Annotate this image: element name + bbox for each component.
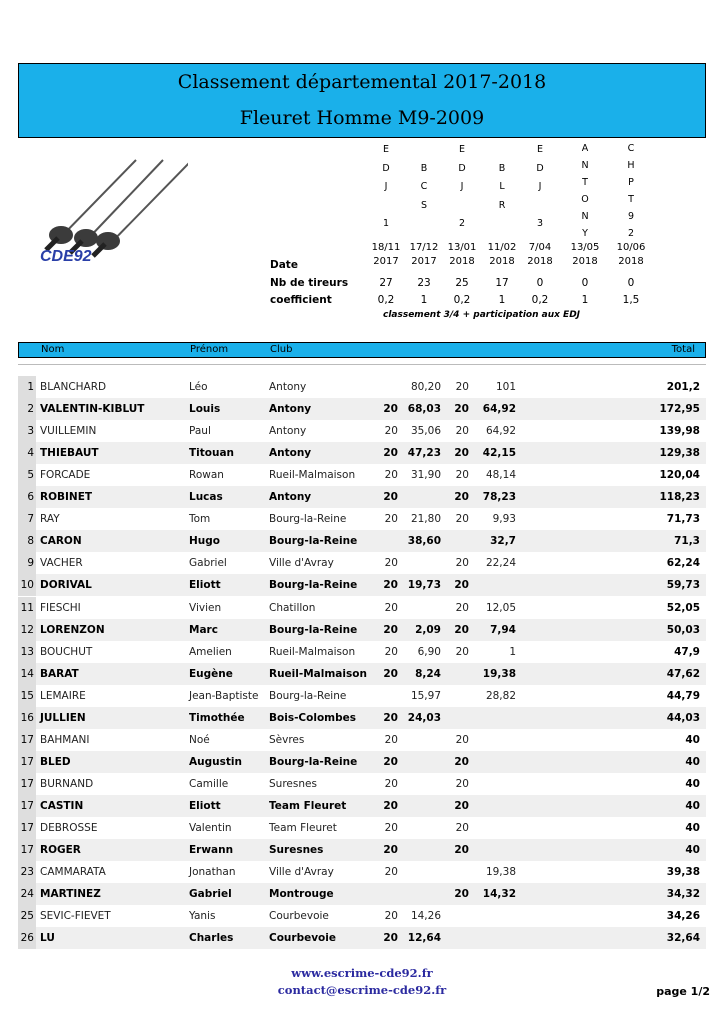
c1-cell: 20: [383, 491, 398, 504]
table-row: [18, 420, 706, 442]
club-cell: Ville d'Avray: [269, 866, 334, 879]
c2-cell: 47,23: [407, 447, 441, 460]
competition-label-7: C H P T 9 2: [627, 143, 635, 239]
club-cell: Rueil-Malmaison: [269, 667, 367, 680]
table-divider: [18, 364, 706, 365]
club-cell: Bourg-la-Reine: [269, 689, 347, 702]
club-cell: Courbevoie: [269, 910, 329, 923]
nom-cell: THIEBAUT: [40, 447, 99, 460]
page-subtitle: Fleuret Homme M9-2009: [239, 107, 485, 129]
c4-cell: 101: [495, 381, 516, 393]
c3-cell: 20: [454, 755, 469, 768]
rank-cell: 3: [18, 420, 36, 442]
tireurs-label: Nb de tireurs: [270, 277, 349, 289]
c4-cell: 64,92: [485, 425, 516, 438]
prenom-cell: Augustin: [189, 755, 242, 768]
c3-cell: 20: [454, 844, 469, 857]
nom-cell: BAHMANI: [40, 733, 90, 746]
table-row: [18, 663, 706, 685]
total-cell: 40: [685, 777, 700, 790]
prenom-cell: Titouan: [189, 447, 235, 460]
total-cell: 47,62: [666, 667, 700, 680]
rank-cell: 17: [18, 795, 36, 817]
c4-cell: 19,38: [485, 866, 516, 879]
club-cell: Chatillon: [269, 601, 316, 614]
competition-date-3: 13/01 2018: [447, 242, 477, 267]
rank-cell: 25: [18, 905, 36, 927]
rank-cell: 17: [18, 839, 36, 861]
competition-date-1: 18/11 2017: [371, 242, 401, 267]
prenom-cell: Tom: [189, 513, 211, 526]
total-cell: 32,64: [666, 932, 700, 945]
prenom-cell: Jonathan: [189, 866, 236, 879]
nom-cell: BOUCHUT: [40, 645, 93, 658]
nom-cell: VUILLEMIN: [40, 425, 97, 438]
rank-cell: 12: [18, 619, 36, 641]
competition-label-3: E D J 2: [458, 144, 466, 229]
ranking-note: classement 3/4 + participation aux EDJ: [383, 310, 581, 320]
total-cell: 47,9: [674, 645, 700, 658]
club-cell: Antony: [269, 491, 312, 504]
c3-cell: 20: [455, 733, 469, 746]
table-row: [18, 773, 706, 795]
rank-cell: 26: [18, 927, 36, 949]
rank-cell: 2: [18, 398, 36, 420]
table-row: [18, 795, 706, 817]
rank-cell: 17: [18, 729, 36, 751]
total-cell: 40: [685, 799, 700, 812]
total-cell: 120,04: [659, 469, 700, 482]
column-header-club: Club: [270, 344, 293, 355]
c4-cell: 19,38: [482, 667, 516, 680]
c4-cell: 12,05: [485, 601, 516, 614]
c4-cell: 32,7: [490, 535, 516, 548]
table-row: [18, 442, 706, 464]
nom-cell: DORIVAL: [40, 579, 92, 592]
c1-cell: 20: [384, 601, 398, 614]
total-cell: 34,32: [666, 888, 700, 901]
coef-value: 0,2: [531, 294, 549, 306]
nom-cell: DEBROSSE: [40, 822, 98, 834]
nom-cell: CAMMARATA: [40, 866, 106, 879]
c2-cell: 38,60: [407, 535, 441, 548]
table-row: [18, 597, 706, 619]
c1-cell: 20: [383, 799, 398, 812]
total-cell: 40: [685, 822, 700, 834]
nom-cell: LEMAIRE: [40, 689, 86, 702]
c3-cell: 20: [454, 403, 469, 416]
c4-cell: 64,92: [482, 403, 516, 416]
table-row: [18, 574, 706, 596]
competition-label-6: A N T O N Y: [581, 143, 589, 239]
total-cell: 34,26: [666, 910, 700, 923]
nom-cell: ROGER: [40, 844, 81, 857]
c4-cell: 1: [509, 645, 516, 658]
c1-cell: 20: [384, 866, 398, 879]
table-row: [18, 685, 706, 707]
prenom-cell: Timothée: [189, 711, 245, 724]
c4-cell: 28,82: [485, 689, 516, 702]
total-cell: 139,98: [659, 425, 700, 438]
table-row: [18, 729, 706, 751]
prenom-cell: Jean-Baptiste: [189, 689, 259, 702]
date-label: Date: [270, 259, 298, 271]
c3-cell: 20: [455, 601, 469, 614]
prenom-cell: Camille: [189, 777, 229, 790]
prenom-cell: Gabriel: [189, 557, 227, 570]
prenom-cell: Eugène: [189, 667, 233, 680]
coef-value: 1: [420, 294, 428, 306]
club-cell: Antony: [269, 425, 307, 438]
c3-cell: 20: [455, 557, 469, 570]
nom-cell: VALENTIN-KIBLUT: [40, 403, 145, 416]
rank-cell: 7: [18, 508, 36, 530]
prenom-cell: Eliott: [189, 579, 221, 592]
c2-cell: 12,64: [407, 932, 441, 945]
nom-cell: BLED: [40, 755, 71, 768]
club-cell: Ville d'Avray: [269, 557, 334, 570]
c4-cell: 9,93: [492, 513, 516, 526]
rank-cell: 14: [18, 663, 36, 685]
club-cell: Team Fleuret: [269, 799, 347, 812]
table-row: [18, 707, 706, 729]
c1-cell: 20: [383, 447, 398, 460]
c1-cell: 20: [384, 822, 398, 834]
c1-cell: 20: [384, 910, 398, 923]
nom-cell: RAY: [40, 513, 60, 526]
c3-cell: 20: [454, 799, 469, 812]
competition-date-2: 17/12 2017: [409, 242, 439, 267]
coef-value: 1,5: [622, 294, 640, 306]
competition-label-1: E D J 1: [382, 144, 390, 229]
nom-cell: CASTIN: [40, 799, 84, 812]
rank-cell: 17: [18, 773, 36, 795]
total-cell: 44,79: [666, 689, 700, 702]
c3-cell: 20: [455, 381, 469, 393]
table-row: [18, 817, 706, 839]
club-cell: Rueil-Malmaison: [269, 645, 356, 658]
c1-cell: 20: [383, 579, 398, 592]
c1-cell: 20: [384, 733, 398, 746]
nom-cell: LU: [40, 932, 55, 945]
c1-cell: 20: [383, 667, 398, 680]
title-banner: [18, 63, 706, 138]
table-row: [18, 751, 706, 773]
club-cell: Bourg-la-Reine: [269, 513, 347, 526]
c4-cell: 22,24: [485, 557, 516, 570]
prenom-cell: Erwann: [189, 844, 234, 857]
c2-cell: 68,03: [407, 403, 441, 416]
rank-cell: 24: [18, 883, 36, 905]
nom-cell: LORENZON: [40, 623, 105, 636]
c3-cell: 20: [454, 447, 469, 460]
c1-cell: 20: [384, 645, 398, 658]
rank-cell: 11: [18, 597, 36, 619]
rank-cell: 16: [18, 707, 36, 729]
competition-date-6: 13/05 2018: [570, 242, 600, 267]
competition-date-7: 10/06 2018: [616, 242, 646, 267]
total-cell: 172,95: [659, 403, 700, 416]
total-cell: 40: [685, 733, 700, 746]
nom-cell: BLANCHARD: [40, 381, 107, 393]
total-cell: 118,23: [659, 491, 700, 504]
table-row: [18, 486, 706, 508]
footer-website-link[interactable]: www.escrime-cde92.fr: [291, 966, 433, 980]
c3-cell: 20: [454, 579, 469, 592]
c3-cell: 20: [455, 469, 469, 482]
c2-cell: 31,90: [410, 469, 441, 482]
c3-cell: 20: [455, 425, 469, 438]
club-cell: Bourg-la-Reine: [269, 755, 358, 768]
tireurs-value: 23: [417, 277, 431, 289]
c1-cell: 20: [383, 932, 398, 945]
table-row: [18, 927, 706, 949]
prenom-cell: Charles: [189, 932, 234, 945]
c1-cell: 20: [384, 513, 398, 526]
logo-text: CDE92: [40, 248, 92, 265]
club-cell: Antony: [269, 403, 312, 416]
c4-cell: 7,94: [490, 623, 516, 636]
prenom-cell: Marc: [189, 623, 218, 636]
footer-email-link[interactable]: contact@escrime-cde92.fr: [277, 983, 447, 997]
table-row: [18, 552, 706, 574]
table-row: [18, 530, 706, 552]
c1-cell: 20: [384, 557, 398, 570]
c1-cell: 20: [383, 403, 398, 416]
c2-cell: 19,73: [407, 579, 441, 592]
total-cell: 59,73: [666, 579, 700, 592]
total-cell: 201,2: [666, 381, 700, 393]
competition-date-5: 7/04 2018: [527, 242, 553, 267]
competition-label-4: B L R: [498, 162, 506, 211]
c3-cell: 20: [454, 491, 469, 504]
table-row: [18, 398, 706, 420]
column-header-nom: Nom: [41, 344, 65, 355]
club-cell: Antony: [269, 447, 312, 460]
table-row: [18, 883, 706, 905]
prenom-cell: Amelien: [189, 645, 232, 658]
c1-cell: 20: [384, 425, 398, 438]
competition-label-5: E D J 3: [536, 144, 544, 229]
coef-value: 0,2: [377, 294, 395, 306]
coef-label: coefficient: [270, 294, 332, 306]
table-row: [18, 376, 706, 398]
rank-cell: 5: [18, 464, 36, 486]
club-cell: Montrouge: [269, 888, 334, 901]
c2-cell: 35,06: [410, 425, 441, 438]
coef-value: 1: [498, 294, 506, 306]
total-cell: 52,05: [666, 601, 700, 614]
nom-cell: MARTINEZ: [40, 888, 101, 901]
coef-value: 1: [581, 294, 589, 306]
c2-cell: 6,90: [417, 645, 441, 658]
nom-cell: FIESCHI: [40, 601, 81, 614]
rank-cell: 6: [18, 486, 36, 508]
c1-cell: 20: [383, 711, 398, 724]
c3-cell: 20: [454, 623, 469, 636]
c2-cell: 24,03: [407, 711, 441, 724]
nom-cell: CARON: [40, 535, 82, 548]
nom-cell: JULLIEN: [40, 711, 86, 724]
rank-cell: 8: [18, 530, 36, 552]
column-header-prenom: Prénom: [190, 344, 229, 355]
club-cell: Bourg-la-Reine: [269, 579, 358, 592]
c1-cell: 20: [384, 777, 398, 790]
total-cell: 40: [685, 755, 700, 768]
c1-cell: 20: [383, 755, 398, 768]
table-row: [18, 508, 706, 530]
rank-cell: 17: [18, 751, 36, 773]
club-cell: Rueil-Malmaison: [269, 469, 356, 482]
prenom-cell: Paul: [189, 425, 211, 438]
c2-cell: 8,24: [415, 667, 441, 680]
rank-cell: 4: [18, 442, 36, 464]
c3-cell: 20: [455, 645, 469, 658]
rank-cell: 9: [18, 552, 36, 574]
table-row: [18, 861, 706, 883]
c3-cell: 20: [455, 777, 469, 790]
page-title: Classement départemental 2017-2018: [177, 71, 547, 93]
club-cell: Antony: [269, 381, 307, 393]
nom-cell: BARAT: [40, 667, 79, 680]
nom-cell: ROBINET: [40, 491, 93, 504]
club-cell: Courbevoie: [269, 932, 336, 945]
prenom-cell: Vivien: [189, 601, 222, 614]
prenom-cell: Louis: [189, 403, 221, 416]
table-row: [18, 464, 706, 486]
c1-cell: 20: [383, 844, 398, 857]
competition-date-4: 11/02 2018: [487, 242, 517, 267]
nom-cell: VACHER: [40, 557, 83, 570]
tireurs-value: 0: [627, 277, 635, 289]
table-row: [18, 839, 706, 861]
nom-cell: BURNAND: [40, 777, 94, 790]
c2-cell: 21,80: [410, 513, 441, 526]
c2-cell: 2,09: [415, 623, 441, 636]
page-number: page 1/2: [656, 985, 710, 998]
tireurs-value: 27: [379, 277, 393, 289]
competition-label-2: B C S: [420, 162, 428, 211]
c4-cell: 48,14: [485, 469, 516, 482]
table-row: [18, 641, 706, 663]
club-cell: Suresnes: [269, 777, 317, 790]
total-cell: 50,03: [666, 623, 700, 636]
club-cell: Bourg-la-Reine: [269, 535, 358, 548]
c3-cell: 20: [455, 822, 469, 834]
rank-cell: 10: [18, 574, 36, 596]
nom-cell: SEVIC-FIEVET: [40, 910, 111, 923]
club-cell: Suresnes: [269, 844, 324, 857]
total-cell: 71,73: [666, 513, 700, 526]
prenom-cell: Lucas: [189, 491, 223, 504]
total-cell: 129,38: [659, 447, 700, 460]
prenom-cell: Rowan: [189, 469, 224, 482]
club-cell: Bois-Colombes: [269, 711, 356, 724]
total-cell: 71,3: [674, 535, 700, 548]
prenom-cell: Noé: [189, 733, 210, 746]
total-cell: 44,03: [666, 711, 700, 724]
total-cell: 40: [685, 844, 700, 857]
table-row: [18, 619, 706, 641]
c1-cell: 20: [383, 623, 398, 636]
rank-cell: 1: [18, 376, 36, 398]
rank-cell: 17: [18, 817, 36, 839]
rank-cell: 13: [18, 641, 36, 663]
table-row: [18, 905, 706, 927]
c2-cell: 80,20: [410, 381, 441, 393]
nom-cell: FORCADE: [40, 469, 91, 482]
prenom-cell: Eliott: [189, 799, 221, 812]
c4-cell: 42,15: [482, 447, 516, 460]
tireurs-value: 0: [536, 277, 544, 289]
club-cell: Sèvres: [269, 733, 305, 746]
c1-cell: 20: [384, 469, 398, 482]
tireurs-value: 17: [495, 277, 509, 289]
prenom-cell: Gabriel: [189, 888, 232, 901]
prenom-cell: Valentin: [189, 822, 232, 834]
coef-value: 0,2: [453, 294, 471, 306]
tireurs-value: 25: [455, 277, 469, 289]
table-header: [18, 342, 706, 358]
prenom-cell: Léo: [189, 381, 208, 393]
rank-cell: 23: [18, 861, 36, 883]
tireurs-value: 0: [581, 277, 589, 289]
total-cell: 62,24: [666, 557, 700, 570]
c3-cell: 20: [455, 513, 469, 526]
prenom-cell: Hugo: [189, 535, 220, 548]
c2-cell: 15,97: [410, 689, 441, 702]
c4-cell: 14,32: [482, 888, 516, 901]
club-cell: Team Fleuret: [269, 822, 337, 834]
rank-cell: 15: [18, 685, 36, 707]
total-cell: 39,38: [666, 866, 700, 879]
column-header-total: Total: [671, 344, 695, 355]
c4-cell: 78,23: [482, 491, 516, 504]
club-cell: Bourg-la-Reine: [269, 623, 358, 636]
prenom-cell: Yanis: [189, 910, 216, 923]
cde92-logo: [28, 150, 188, 270]
c3-cell: 20: [454, 888, 469, 901]
c2-cell: 14,26: [410, 910, 441, 923]
